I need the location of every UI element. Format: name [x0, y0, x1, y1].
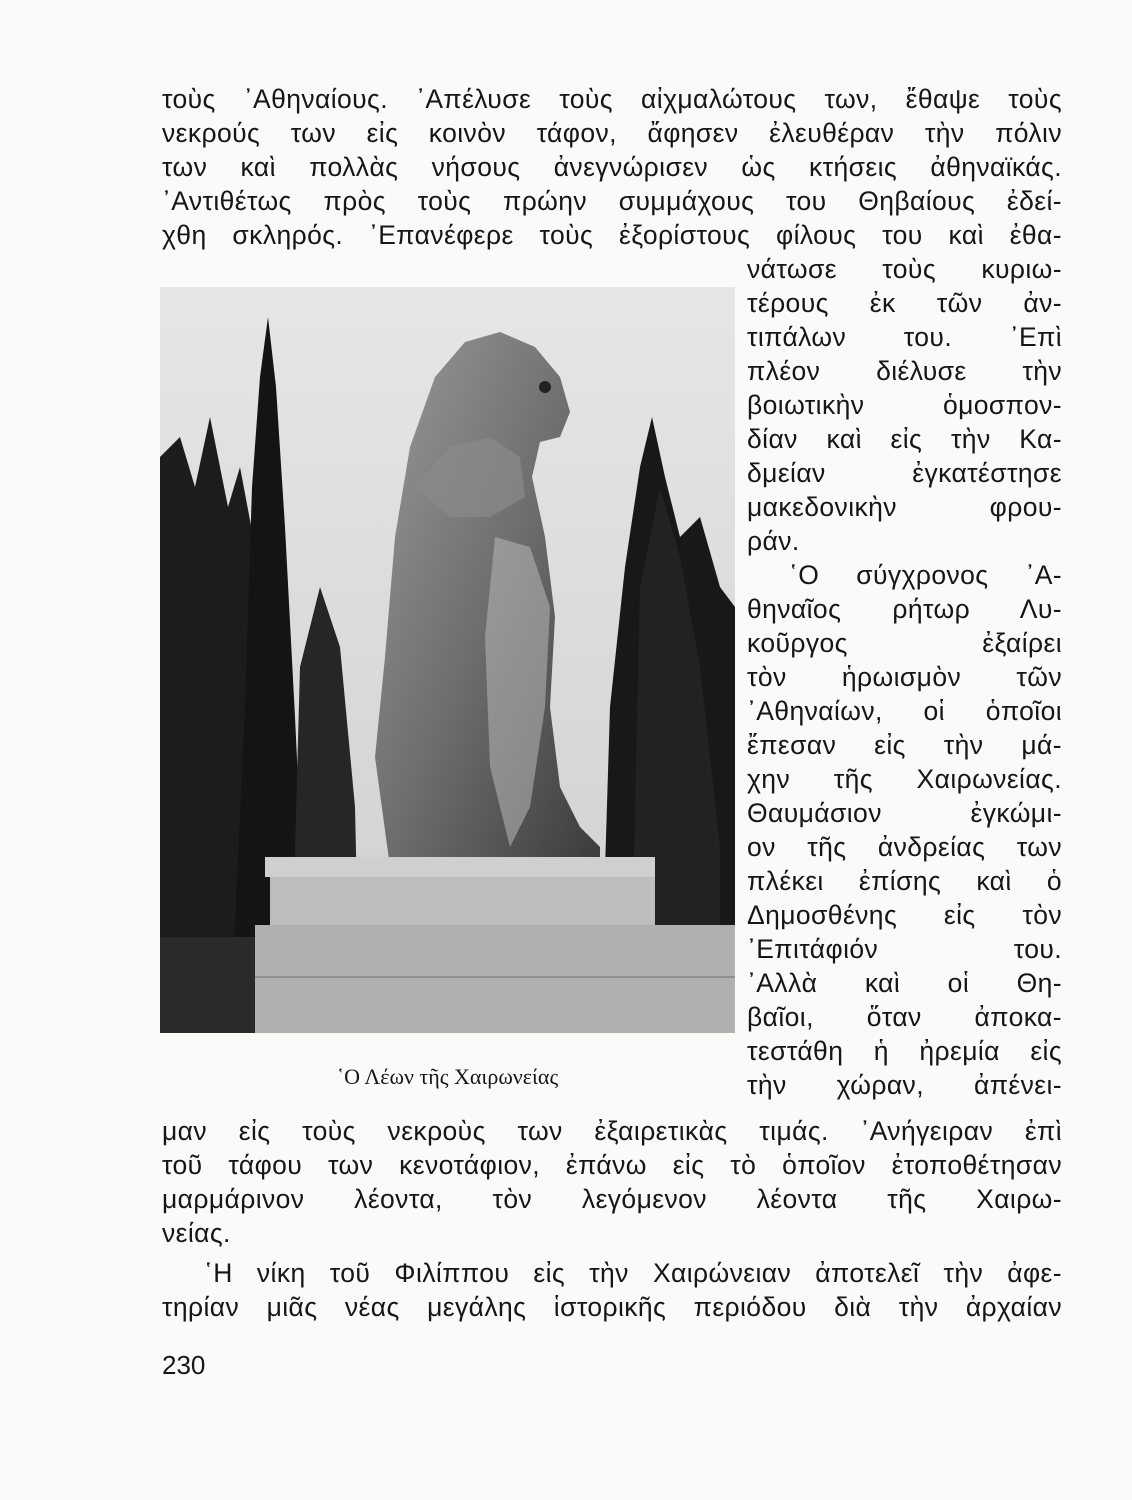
lion-eye	[539, 381, 551, 393]
column-line-4: πλέον διέλυσε τὴν	[747, 356, 1062, 386]
column-line-3: τιπάλων του. ᾿Επὶ	[747, 322, 1062, 352]
tail-line-5: ῾Η νίκη τοῦ Φιλίππου εἰς τὴν Χαιρώνειαν ἀποτελεῖ τὴν ἀφε-	[204, 1258, 1062, 1288]
lion-statue-photo	[160, 287, 735, 1033]
page-number: 230	[162, 1350, 206, 1380]
column-line-2: τέρους ἐκ τῶν ἀν-	[747, 288, 1062, 318]
column-line-17: Θαυμάσιον ἐγκώμι-	[747, 798, 1062, 828]
foreground-shrubs	[160, 937, 255, 1033]
photo-caption: ῾Ο Λέων τῆς Χαιρωνείας	[336, 1064, 559, 1089]
column-line-23: βαῖοι, ὅταν ἀποκα-	[747, 1002, 1062, 1032]
column-line-5: βοιωτικὴν ὁμοσπον-	[747, 390, 1062, 420]
tail-line-3: μαρμάρινον λέοντα, τὸν λεγόμενον λέοντα τῆς Χαιρω-	[162, 1184, 1062, 1214]
column-line-6: δίαν καὶ εἰς τὴν Κα-	[747, 424, 1062, 454]
column-line-7: δμείαν ἐγκατέστησε	[747, 458, 1062, 488]
tail-line-1: μαν εἰς τοὺς νεκροὺς των ἐξαιρετικὰς τιμάς. ᾿Ανήγειραν ἐπὶ	[162, 1116, 1062, 1146]
column-line-14: ᾿Αθηναίων, οἱ ὁποῖοι	[747, 696, 1062, 726]
body-line-1: τοὺς ᾿Αθηναίους. ᾿Απέλυσε τοὺς αἰχμαλώτους των, ἔθαψε τοὺς	[162, 84, 1062, 114]
column-line-24: τεστάθη ἡ ἠρεμία εἰς	[747, 1036, 1062, 1066]
body-line-5: χθη σκληρός. ᾿Επανέφερε τοὺς ἐξορίστους φίλους του καὶ ἐθα-	[162, 220, 1062, 250]
column-line-8: μακεδονικὴν φρου-	[747, 492, 1062, 522]
body-line-3: των καὶ πολλὰς νήσους ἀνεγνώρισεν ὡς κτήσεις ἀθηναϊκάς.	[162, 152, 1062, 182]
column-line-20: Δημοσθένης εἰς τὸν	[747, 900, 1062, 930]
column-line-10: ῾Ο σύγχρονος ᾿Α-	[789, 560, 1062, 590]
column-line-9: ράν.	[747, 526, 800, 556]
column-line-1: νάτωσε τοὺς κυριω-	[747, 254, 1062, 284]
column-line-13: τὸν ἡρωισμὸν τῶν	[747, 662, 1062, 692]
column-line-22: ᾿Αλλὰ καὶ οἱ Θη-	[747, 968, 1062, 998]
photo-drawing	[160, 287, 735, 1033]
pedestal-base	[255, 925, 735, 1033]
pedestal-top	[265, 857, 655, 877]
tail-line-6: τηρίαν μιᾶς νέας μεγάλης ἱστορικῆς περιόδου διὰ τὴν ἀρχαίαν	[162, 1292, 1062, 1322]
column-line-19: πλέκει ἐπίσης καὶ ὁ	[747, 866, 1062, 896]
body-line-2: νεκρούς των εἰς κοινὸν τάφον, ἄφησεν ἐλευθέραν τὴν πόλιν	[162, 118, 1062, 148]
pedestal-middle	[270, 877, 655, 925]
tail-line-4: νείας.	[162, 1218, 231, 1248]
column-line-11: θηναῖος ρήτωρ Λυ-	[747, 594, 1062, 624]
body-line-4: ᾿Αντιθέτως πρὸς τοὺς πρώην συμμάχους του Θηβαίους ἐδεί-	[162, 186, 1062, 216]
column-line-25: τὴν χώραν, ἀπένει-	[747, 1070, 1062, 1100]
column-line-12: κοῦργος ἐξαίρει	[747, 628, 1062, 658]
column-line-16: χην τῆς Χαιρωνείας.	[747, 764, 1062, 794]
column-line-15: ἔπεσαν εἰς τὴν μά-	[747, 730, 1062, 760]
tail-line-2: τοῦ τάφου των κενοτάφιον, ἐπάνω εἰς τὸ ὁποῖον ἐτοποθέτησαν	[162, 1150, 1062, 1180]
column-line-21: ᾿Επιτάφιόν του.	[747, 934, 1062, 964]
column-line-18: ον τῆς ἀνδρείας των	[747, 832, 1062, 862]
